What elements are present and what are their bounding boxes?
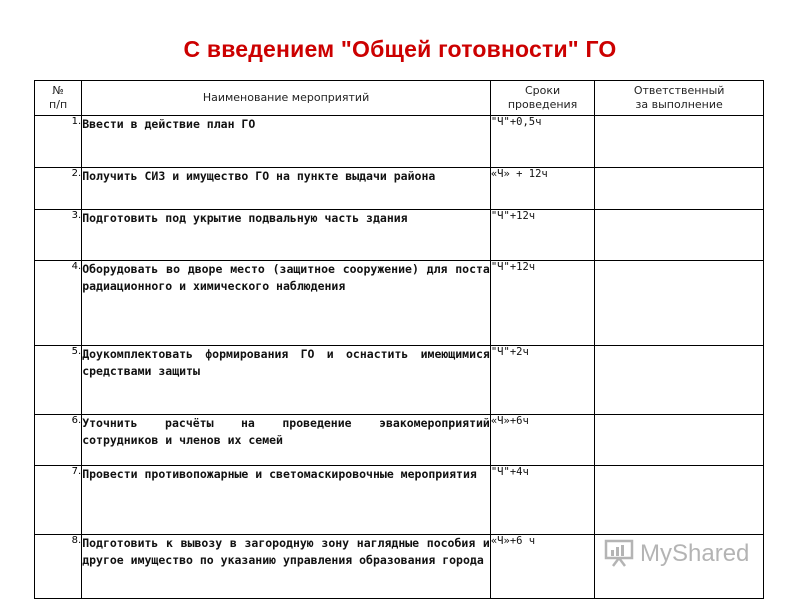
row-responsible: [595, 116, 764, 168]
row-measure: Оборудовать во дворе место (защитное сооружение) для поста радиационного и химического наблюдения: [82, 261, 491, 346]
row-deadline: "Ч"+12ч: [490, 210, 594, 261]
page-title: С введением "Общей готовности" ГО: [183, 36, 617, 62]
header-time: Сроки проведения: [490, 81, 594, 116]
row-measure: Уточнить расчёты на проведение эвакомероприятий сотрудников и членов их семей: [82, 415, 491, 466]
table-header-row: [35, 81, 764, 116]
row-measure: Доукомплектовать формирования ГО и оснастить имеющимися средствами защиты: [82, 346, 491, 415]
row-number: 1.: [35, 116, 82, 168]
row-deadline: «Ч»+6ч: [490, 415, 594, 466]
row-number: 4.: [35, 261, 82, 346]
row-responsible: [595, 210, 764, 261]
row-measure: Ввести в действие план ГО: [82, 116, 491, 168]
row-deadline: "Ч"+12ч: [490, 261, 594, 346]
row-responsible: [595, 415, 764, 466]
row-number: 5.: [35, 346, 82, 415]
header-number: № п/п: [35, 81, 82, 116]
row-number: 3.: [35, 210, 82, 261]
row-measure: Подготовить к вывозу в загородную зону наглядные пособия и другое имущество по указанию управления образования города: [82, 535, 491, 599]
row-deadline: "Ч"+4ч: [490, 466, 594, 535]
row-responsible: [595, 346, 764, 415]
measures-table: [34, 80, 764, 599]
table-row: [35, 116, 764, 168]
row-deadline: "Ч"+0,5ч: [490, 116, 594, 168]
row-measure: Подготовить под укрытие подвальную часть здания: [82, 210, 491, 261]
table-row: [35, 210, 764, 261]
table-row: [35, 261, 764, 346]
table-row: [35, 346, 764, 415]
presentation-board-icon: [604, 537, 634, 571]
row-responsible: [595, 261, 764, 346]
row-number: 6.: [35, 415, 82, 466]
row-number: 8.: [35, 535, 82, 599]
row-deadline: «Ч» + 12ч: [490, 168, 594, 210]
row-measure: Провести противопожарные и светомаскировочные мероприятия: [82, 466, 491, 535]
row-number: 7.: [35, 466, 82, 535]
header-name: Наименование мероприятий: [82, 81, 491, 116]
row-deadline: "Ч"+2ч: [490, 346, 594, 415]
row-number: 2.: [35, 168, 82, 210]
row-responsible: [595, 466, 764, 535]
watermark: [604, 536, 749, 572]
table-row: [35, 168, 764, 210]
table-row: [35, 415, 764, 466]
watermark-text: MyShared: [640, 540, 750, 567]
row-responsible: [595, 168, 764, 210]
row-deadline: «Ч»+6 ч: [490, 535, 594, 599]
header-responsible: Ответственный за выполнение: [595, 81, 764, 116]
table-row: [35, 466, 764, 535]
row-measure: Получить СИЗ и имущество ГО на пункте выдачи района: [82, 168, 491, 210]
